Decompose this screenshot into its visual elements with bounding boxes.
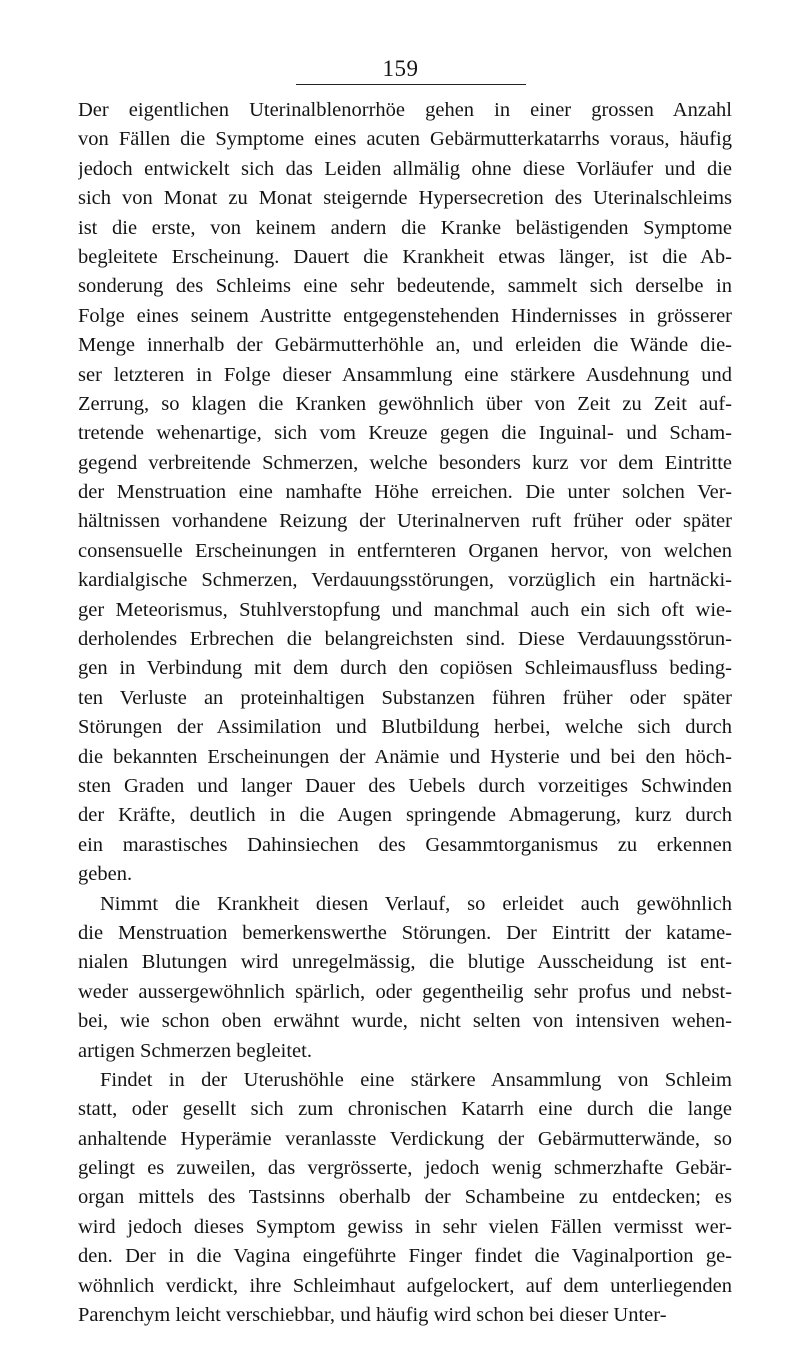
text-line: geben. bbox=[78, 863, 133, 886]
text-line: nialen Blutungen wird unregelmässig, die blutige Ausscheidung ist ent- bbox=[78, 951, 732, 974]
text-line: Der eigentlichen Uterinalblenorrhöe gehen in einer grossen Anzahl bbox=[78, 99, 732, 121]
text-line: die Menstruation bemerkenswerthe Störungen. Der Eintritt der katame- bbox=[78, 921, 732, 944]
paragraph bbox=[78, 96, 732, 890]
text-line: artigen Schmerzen begleitet. bbox=[78, 1039, 312, 1062]
text-line: sten Graden und langer Dauer des Uebels durch vorzeitiges Schwinden bbox=[78, 774, 732, 797]
text-line: hältnissen vorhandene Reizung der Uterinalnerven ruft früher oder später bbox=[78, 510, 732, 533]
text-line: wird jedoch dieses Symptom gewiss in sehr vielen Fällen vermisst wer- bbox=[78, 1215, 732, 1238]
text-line: begleitete Erscheinung. Dauert die Krankheit etwas länger, ist die Ab- bbox=[78, 245, 732, 268]
text-line: gen in Verbindung mit dem durch den copiösen Schleimausfluss beding- bbox=[78, 657, 732, 680]
text-line: von Fällen die Symptome eines acuten Gebärmutterkatarrhs voraus, häufig bbox=[78, 128, 732, 151]
text-line: der Kräfte, deutlich in die Augen springende Abmagerung, kurz durch bbox=[78, 804, 732, 827]
body-text bbox=[78, 96, 732, 1330]
text-line: wöhnlich verdickt, ihre Schleimhaut aufgelockert, auf dem unterliegenden bbox=[78, 1274, 732, 1297]
paragraph bbox=[78, 890, 732, 1066]
text-line: organ mittels des Tastsinns oberhalb der Schambeine zu entdecken; es bbox=[78, 1186, 732, 1209]
text-line: sonderung des Schleims eine sehr bedeutende, sammelt sich derselbe in bbox=[78, 275, 732, 298]
text-line: ser letzteren in Folge dieser Ansammlung eine stärkere Ausdehnung und bbox=[78, 363, 732, 386]
text-line: weder aussergewöhnlich spärlich, oder gegentheilig sehr profus und nebst- bbox=[78, 980, 732, 1003]
text-line: gelingt es zuweilen, das vergrösserte, jedoch wenig schmerzhafte Gebär- bbox=[78, 1157, 732, 1180]
header-rule bbox=[296, 84, 526, 85]
text-line: Folge eines seinem Austritte entgegenstehenden Hindernisses in grösserer bbox=[78, 304, 732, 327]
text-line: derholendes Erbrechen die belangreichsten sind. Diese Verdauungsstörun- bbox=[78, 628, 732, 651]
text-line: kardialgische Schmerzen, Verdauungsstörungen, vorzüglich ein hartnäcki- bbox=[78, 569, 732, 592]
text-line: tretende wehenartige, sich vom Kreuze gegen die Inguinal- und Scham- bbox=[78, 422, 732, 445]
text-line: ten Verluste an proteinhaltigen Substanzen führen früher oder später bbox=[78, 686, 732, 709]
text-line: anhaltende Hyperämie veranlasste Verdickung der Gebärmutterwände, so bbox=[78, 1127, 732, 1150]
text-line: consensuelle Erscheinungen in entfernteren Organen hervor, von welchen bbox=[78, 539, 732, 562]
paragraph bbox=[78, 1066, 732, 1331]
text-line: ein marastisches Dahinsiechen des Gesammtorganismus zu erkennen bbox=[78, 833, 732, 856]
text-line: der Menstruation eine namhafte Höhe erreichen. Die unter solchen Ver- bbox=[78, 481, 732, 504]
text-line: statt, oder gesellt sich zum chronischen Katarrh eine durch die lange bbox=[78, 1098, 732, 1121]
text-line: sich von Monat zu Monat steigernde Hypersecretion des Uterinalschleims bbox=[78, 187, 732, 210]
text-line: Findet in der Uterushöhle eine stärkere Ansammlung von Schleim bbox=[100, 1068, 732, 1091]
text-line: bei, wie schon oben erwähnt wurde, nicht selten von intensiven wehen- bbox=[78, 1010, 732, 1033]
text-line: jedoch entwickelt sich das Leiden allmälig ohne diese Vorläufer und die bbox=[78, 157, 732, 180]
page-number: 159 bbox=[382, 56, 419, 81]
text-line: den. Der in die Vagina eingeführte Finger findet die Vaginalportion ge- bbox=[78, 1245, 732, 1268]
text-line: Parenchym leicht verschiebbar, und häufig wird schon bei dieser Unter- bbox=[78, 1304, 667, 1327]
text-line: ger Meteorismus, Stuhlverstopfung und manchmal auch ein sich oft wie- bbox=[78, 598, 732, 621]
text-line: Menge innerhalb der Gebärmutterhöhle an, und erleiden die Wände die- bbox=[78, 334, 732, 357]
text-line: Nimmt die Krankheit diesen Verlauf, so erleidet auch gewöhnlich bbox=[100, 892, 732, 915]
text-line: Störungen der Assimilation und Blutbildung herbei, welche sich durch bbox=[78, 716, 732, 739]
text-line: ist die erste, von keinem andern die Kranke belästigenden Symptome bbox=[78, 216, 732, 239]
text-line: gegend verbreitende Schmerzen, welche besonders kurz vor dem Eintritte bbox=[78, 451, 732, 474]
text-line: Zerrung, so klagen die Kranken gewöhnlich über von Zeit zu Zeit auf- bbox=[78, 392, 732, 415]
text-line: die bekannten Erscheinungen der Anämie und Hysterie und bei den höch- bbox=[78, 745, 732, 768]
